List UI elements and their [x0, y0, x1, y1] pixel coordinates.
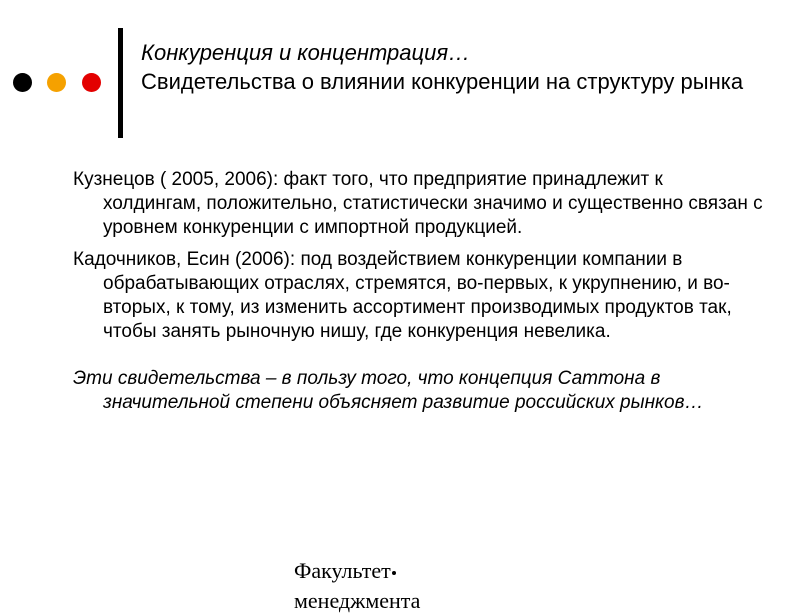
- body-paragraph-kuznetsov: Кузнецов ( 2005, 2006): факт того, что предприятие принадлежит к холдингам, положительно, статистически значимо и существенно связан с уровнем конкуренции с импортной продукцией.: [73, 169, 763, 238]
- slide-title-line-1: Конкуренция и концентрация…: [141, 40, 471, 65]
- footer-line-2: менеджмента: [294, 588, 421, 613]
- footer-faculty: [294, 556, 494, 616]
- slide-body: [73, 168, 763, 423]
- title-divider: [118, 28, 123, 138]
- footer-line-1: Факультет: [294, 558, 391, 583]
- bullet-dots-decoration: [13, 73, 103, 93]
- slide-title: [141, 38, 781, 96]
- black-dot-icon: [13, 73, 32, 92]
- slide-title-line-2: Свидетельства о влиянии конкуренции на структуру рынка: [141, 69, 744, 94]
- slide-mark-dot: [392, 571, 396, 575]
- orange-dot-icon: [47, 73, 66, 92]
- red-dot-icon: [82, 73, 101, 92]
- body-paragraph-kadochnikov: Кадочников, Есин (2006): под воздействием конкуренции компании в обрабатывающих отраслях, стремятся, во-первых, к укрупнению, и во-вторых, к тому, из изменить ассортимент производимых продуктов так, чтобы занять рыночную нишу, где конкуренция невелика.: [73, 249, 732, 342]
- body-conclusion: Эти свидетельства – в пользу того, что концепция Саттона в значительной степени объясняет развитие российских рынков…: [73, 368, 704, 413]
